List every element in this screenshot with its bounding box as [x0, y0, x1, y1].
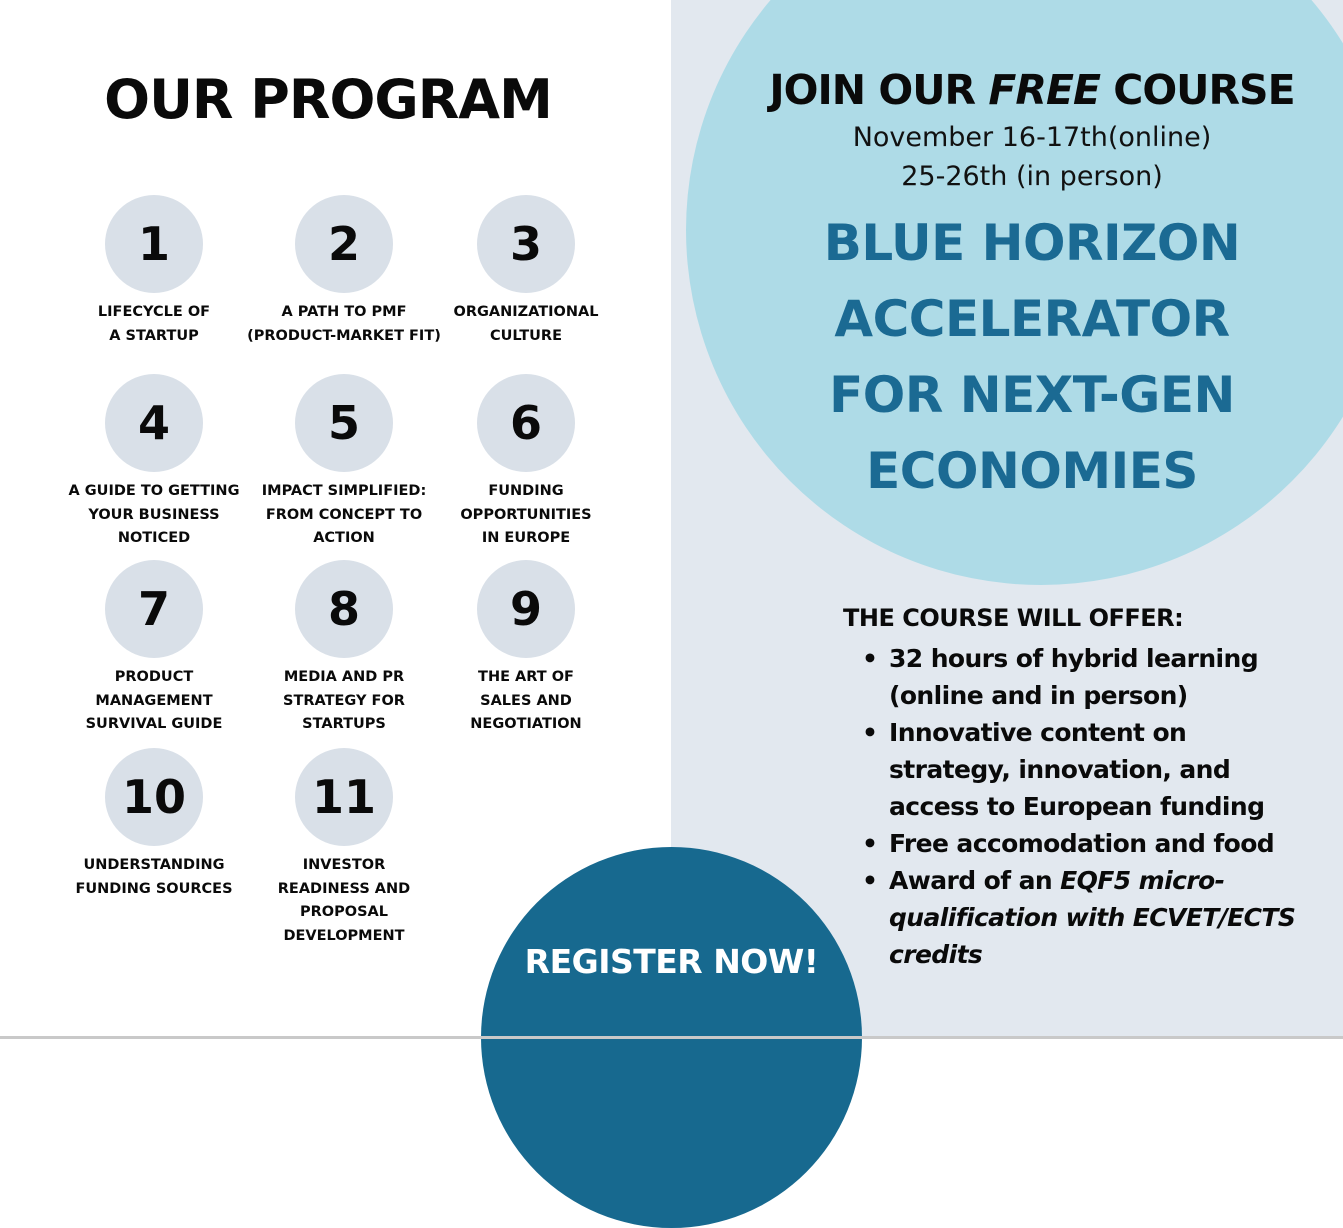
offer-item-emphasis: EQF5 micro-qualification with ECVET/ECTS credits [889, 866, 1296, 969]
accelerator-title: BLUE HORIZON ACCELERATOR FOR NEXT-GEN ECONOMIES [823, 214, 1241, 500]
module-number: 2 [295, 195, 393, 293]
join-course-heading [740, 66, 1324, 114]
module-number: 6 [477, 374, 575, 472]
module-1 [44, 195, 264, 348]
offer-item-text: Award of an [889, 866, 1061, 895]
module-number: 4 [105, 374, 203, 472]
module-9 [416, 560, 636, 737]
module-label: LIFECYCLE OF A STARTUP [97, 304, 211, 344]
module-label: A GUIDE TO GETTING YOUR BUSINESS NOTICED [68, 483, 240, 546]
heading-emphasis-free: FREE [988, 66, 1100, 114]
bullet-icon: • [862, 866, 878, 895]
program-title: OUR PROGRAM [104, 68, 552, 131]
bullet-icon: • [862, 718, 878, 747]
bullet-icon: • [862, 644, 878, 673]
offer-item-text: Free accomodation and food [889, 829, 1275, 858]
module-number: 5 [295, 374, 393, 472]
module-4 [44, 374, 264, 551]
module-number: 1 [105, 195, 203, 293]
module-label: THE ART OF SALES AND NEGOTIATION [470, 669, 582, 732]
offer-item [858, 640, 1308, 714]
course-dates-online: November 16-17th(online) [852, 122, 1212, 153]
heading-part-2: COURSE [1099, 66, 1295, 114]
module-6 [416, 374, 636, 551]
module-7 [44, 560, 264, 737]
offer-list [858, 640, 1308, 973]
offer-item [858, 714, 1308, 825]
module-number: 9 [477, 560, 575, 658]
module-label: UNDERSTANDING FUNDING SOURCES [75, 857, 233, 897]
module-label: ORGANIZATIONAL CULTURE [453, 304, 599, 344]
module-number: 10 [105, 748, 203, 846]
module-number: 3 [477, 195, 575, 293]
module-label: IMPACT SIMPLIFIED: FROM CONCEPT TO ACTION [261, 483, 427, 546]
module-number: 8 [295, 560, 393, 658]
module-10 [44, 748, 264, 901]
module-label: INVESTOR READINESS AND PROPOSAL DEVELOPMENT [277, 857, 411, 944]
offer-item [858, 825, 1308, 862]
offer-item-text: Innovative content on strategy, innovation, and access to European funding [889, 718, 1265, 821]
bullet-icon: • [862, 829, 878, 858]
heading-part-1: JOIN OUR [769, 66, 989, 114]
module-label: FUNDING OPPORTUNITIES IN EUROPE [460, 483, 592, 546]
module-number: 7 [105, 560, 203, 658]
module-3 [416, 195, 636, 348]
offer-heading: THE COURSE WILL OFFER: [843, 604, 1184, 632]
module-label: PRODUCT MANAGEMENT SURVIVAL GUIDE [85, 669, 223, 732]
module-number: 11 [295, 748, 393, 846]
register-button-label[interactable]: REGISTER NOW! [524, 942, 819, 981]
module-11 [234, 748, 454, 948]
offer-item-text: 32 hours of hybrid learning (online and in person) [889, 644, 1259, 710]
module-label: A PATH TO PMF (PRODUCT-MARKET FIT) [247, 304, 441, 344]
course-dates-in-person: 25-26th (in person) [901, 161, 1163, 192]
offer-item [858, 862, 1308, 973]
module-label: MEDIA AND PR STRATEGY FOR STARTUPS [283, 669, 405, 732]
